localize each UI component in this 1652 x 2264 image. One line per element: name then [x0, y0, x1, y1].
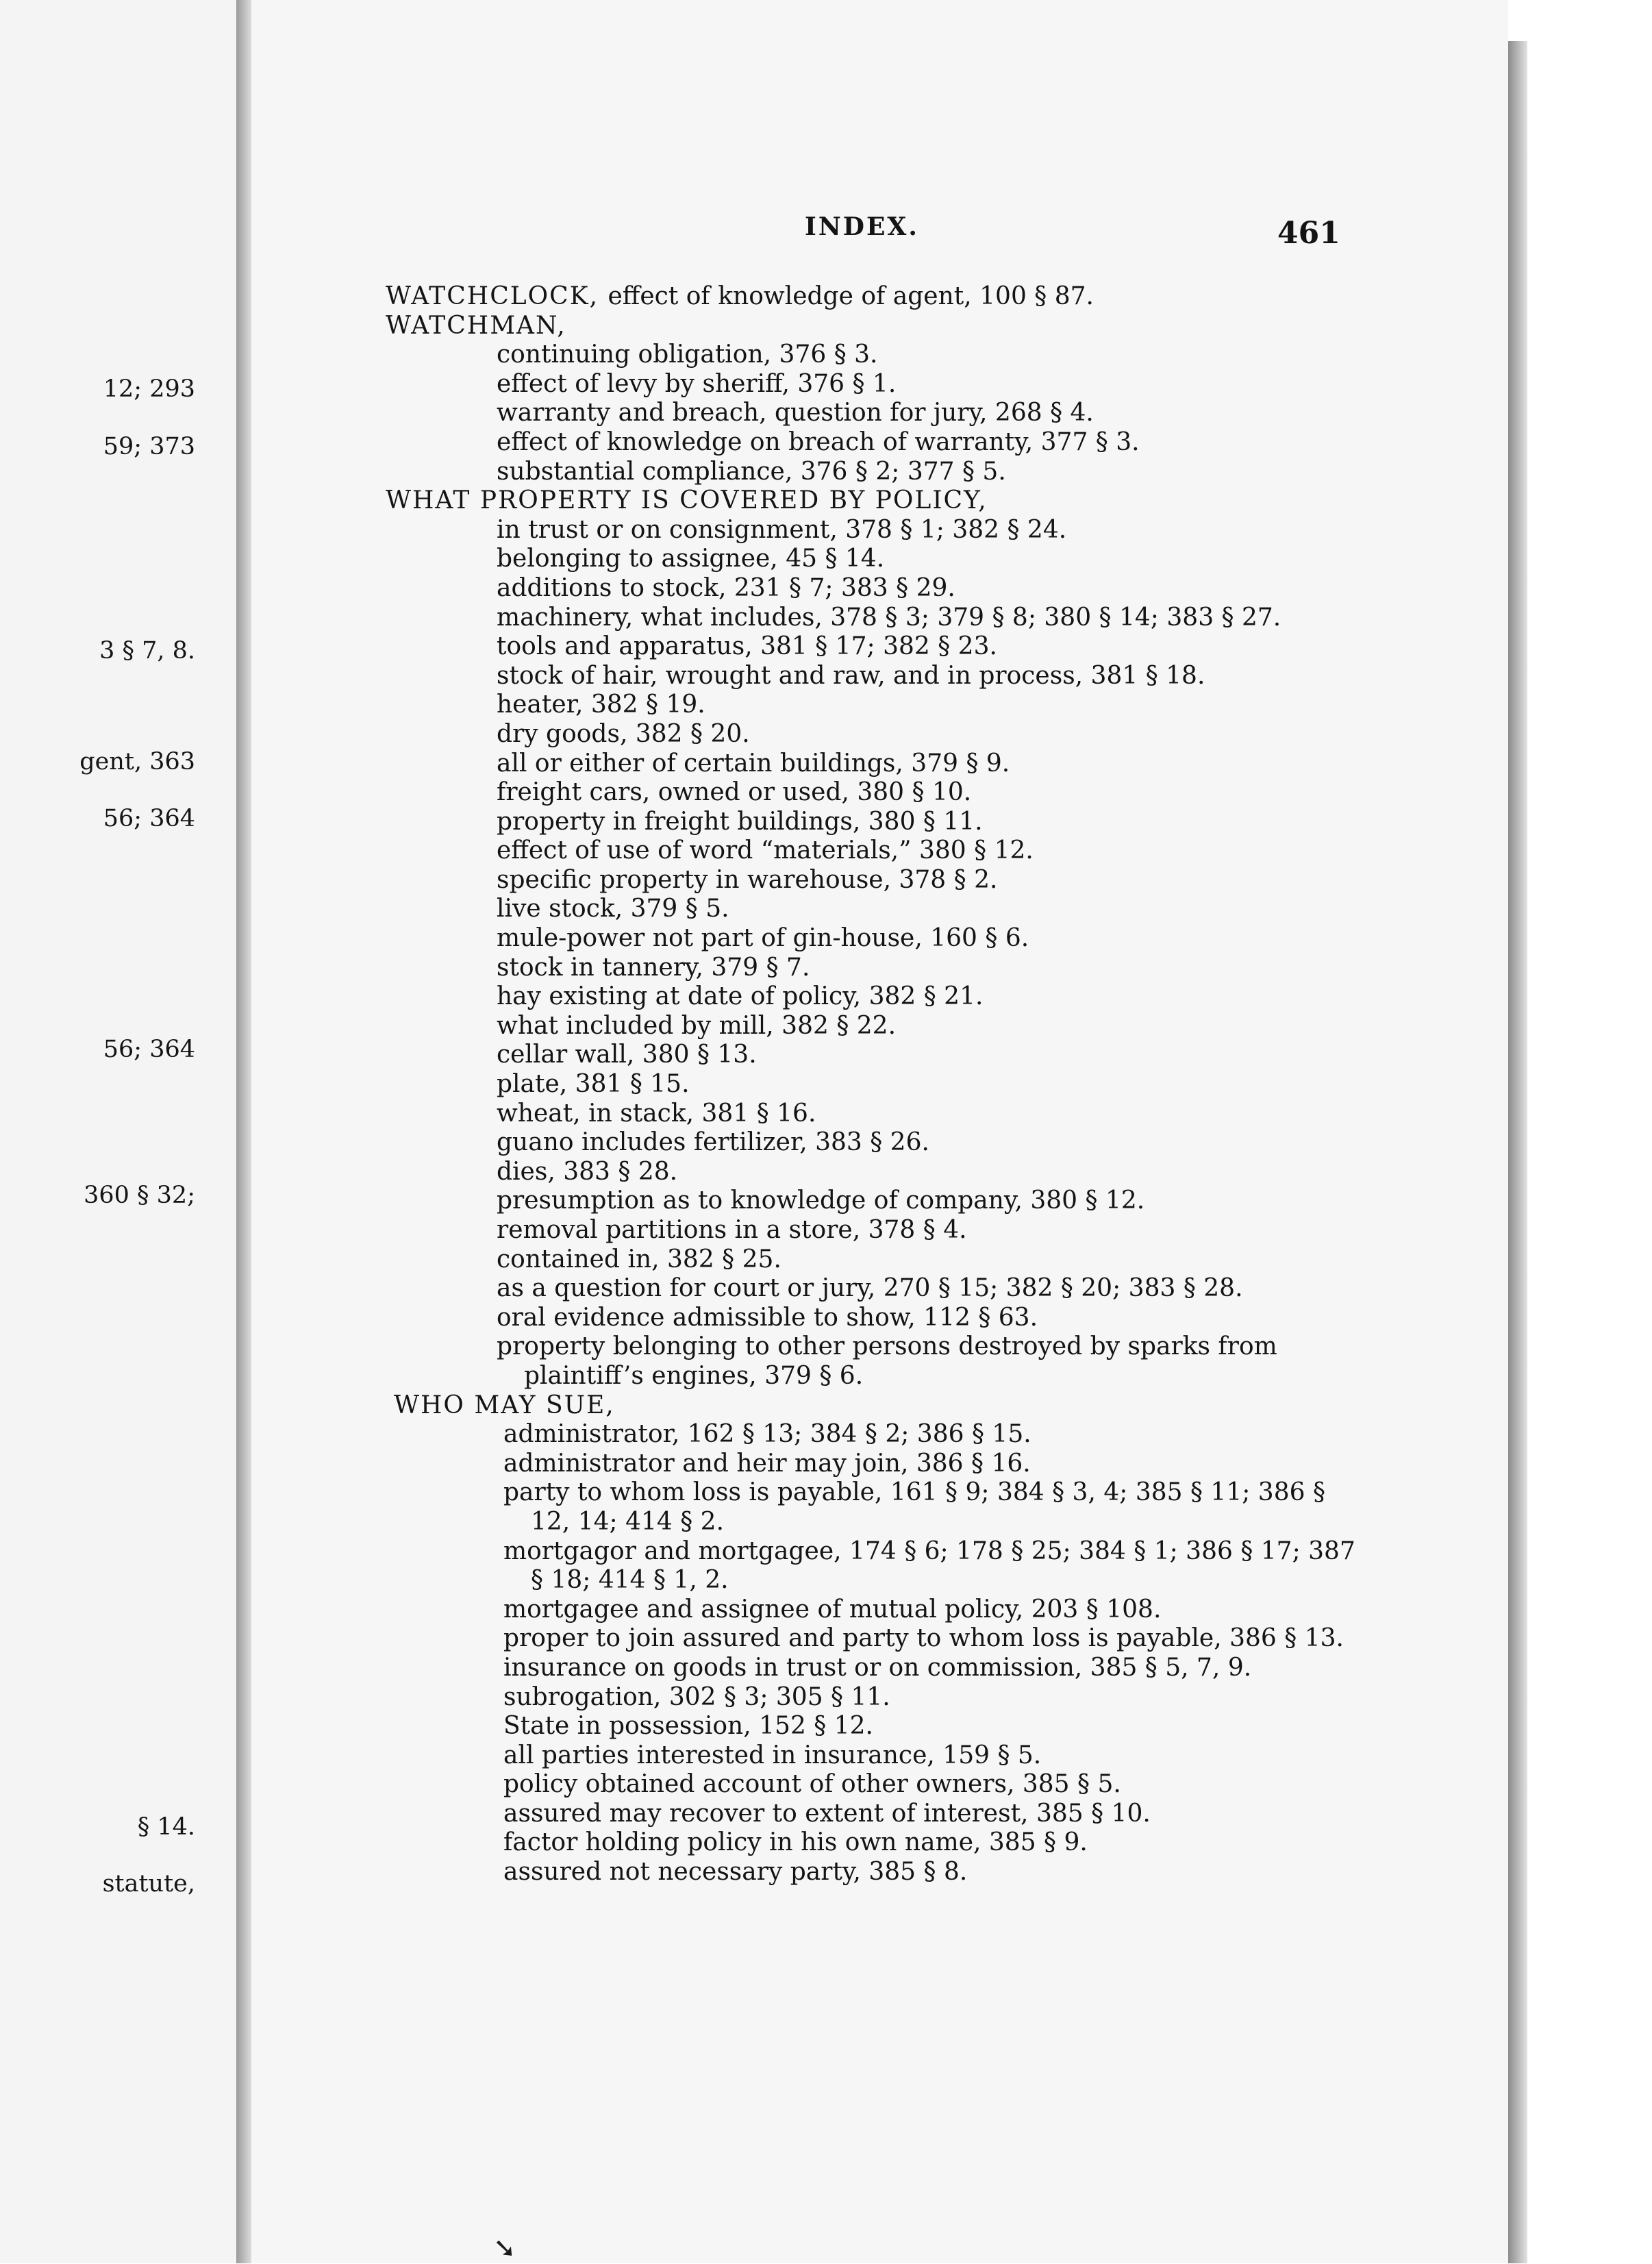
book-gutter — [236, 0, 251, 2263]
index-entry: dry goods, 382 § 20. — [497, 719, 750, 748]
index-entry: property in freight buildings, 380 § 11. — [497, 807, 983, 836]
left-page-margin — [0, 0, 236, 2263]
index-entry: all or either of certain buildings, 379 § 9. — [497, 749, 1010, 778]
left-page-fragment: statute, — [102, 1870, 195, 1898]
index-entry: what included by mill, 382 § 22. — [497, 1011, 897, 1040]
index-entry: wheat, in stack, 381 § 16. — [497, 1099, 816, 1128]
index-entry: assured not necessary party, 385 § 8. — [503, 1858, 968, 1887]
index-entry: specific property in warehouse, 378 § 2. — [497, 865, 998, 894]
page-edge-shadow — [1508, 41, 1527, 2263]
index-entry: factor holding policy in his own name, 385 § 9. — [503, 1828, 1088, 1857]
scan-artifact-mark: ➘ — [493, 2232, 516, 2264]
left-page-fragment: 59; 373 — [103, 433, 195, 460]
index-entry: as a question for court or jury, 270 § 15; 382 § 20; 383 § 28. — [497, 1274, 1243, 1303]
index-entry: substantial compliance, 376 § 2; 377 § 5. — [497, 457, 1006, 486]
left-page-fragment: 3 § 7, 8. — [99, 637, 195, 664]
index-entry: administrator and heir may join, 386 § 16. — [503, 1449, 1031, 1478]
index-entry: contained in, 382 § 25. — [497, 1245, 781, 1273]
index-entry: belonging to assignee, 45 § 14. — [497, 545, 885, 573]
index-entry: assured may recover to extent of interest, 385 § 10. — [503, 1799, 1151, 1828]
index-entry: effect of levy by sheriff, 376 § 1. — [497, 369, 897, 398]
index-entry: all parties interested in insurance, 159 § 5. — [503, 1741, 1042, 1769]
left-page-fragment: 360 § 32; — [84, 1182, 195, 1209]
running-header: INDEX. — [805, 212, 919, 241]
index-entry: mule-power not part of gin-house, 160 § 6. — [497, 924, 1029, 953]
left-page-fragment: 12; 293 — [103, 375, 195, 403]
index-entry: proper to join assured and party to whom loss is payable, 386 § 13. — [503, 1624, 1344, 1653]
index-entry: stock of hair, wrought and raw, and in process, 381 § 18. — [497, 661, 1205, 690]
page-number: 461 — [1277, 216, 1340, 251]
index-entry: hay existing at date of policy, 382 § 21. — [497, 982, 984, 1011]
index-entry: plate, 381 § 15. — [497, 1070, 690, 1099]
heading-term: WATCHCLOCK, — [386, 282, 599, 310]
index-entry: additions to stock, 231 § 7; 383 § 29. — [497, 573, 955, 602]
index-entry: property belonging to other persons destroyed by sparks from plaintiff’s engines, 379 § 6. — [497, 1332, 1277, 1390]
index-entry: removal partitions in a store, 378 § 4. — [497, 1216, 967, 1244]
index-heading-watchclock — [386, 282, 1358, 312]
index-entry: effect of knowledge on breach of warranty, 377 § 3. — [497, 427, 1140, 456]
index-entry: guano includes fertilizer, 383 § 26. — [497, 1128, 929, 1157]
index-entry: effect of use of word “materials,” 380 § 12. — [497, 836, 1034, 865]
index-entry: live stock, 379 § 5. — [497, 895, 729, 923]
left-page-fragment: gent, 363 — [79, 748, 195, 775]
index-heading-what-property: WHAT PROPERTY IS COVERED BY POLICY, — [386, 486, 988, 515]
index-entry: subrogation, 302 § 3; 305 § 11. — [503, 1682, 890, 1711]
index-entry: insurance on goods in trust or on commission, 385 § 5, 7, 9. — [503, 1653, 1252, 1682]
right-page-edge — [1508, 0, 1652, 2263]
left-page-fragment: 56; 364 — [103, 805, 195, 832]
index-entry: cellar wall, 380 § 13. — [497, 1041, 757, 1069]
index-entry: in trust or on consignment, 378 § 1; 382 § 24. — [497, 515, 1067, 544]
index-entry: freight cars, owned or used, 380 § 10. — [497, 778, 972, 807]
index-entry: continuing obligation, 376 § 3. — [497, 340, 878, 369]
left-page-fragment: § 14. — [137, 1813, 195, 1841]
index-entry: machinery, what includes, 378 § 3; 379 § 8; 380 § 14; 383 § 27. — [497, 603, 1281, 632]
index-entry: warranty and breach, question for jury, 268 § 4. — [497, 399, 1094, 427]
index-heading-watchman: WATCHMAN, — [386, 311, 566, 340]
index-entry: State in possession, 152 § 12. — [503, 1712, 873, 1741]
index-entry: presumption as to knowledge of company, 380 § 12. — [497, 1186, 1145, 1215]
index-entry: heater, 382 § 19. — [497, 691, 705, 719]
left-page-fragment: 56; 364 — [103, 1036, 195, 1063]
index-heading-who-may-sue: WHO MAY SUE, — [394, 1391, 615, 1419]
index-entry: mortgagor and mortgagee, 174 § 6; 178 § 25; 384 § 1; 386 § 17; 387 § 18; 414 § 1, 2. — [503, 1537, 1355, 1595]
index-entry: policy obtained account of other owners, 385 § 5. — [503, 1770, 1121, 1799]
index-entry: party to whom loss is payable, 161 § 9; 384 § 3, 4; 385 § 11; 386 § 12, 14; 414 § 2. — [503, 1478, 1325, 1536]
index-entry: administrator, 162 § 13; 384 § 2; 386 § 15. — [503, 1420, 1031, 1449]
index-entry: stock in tannery, 379 § 7. — [497, 953, 810, 982]
index-entry: tools and apparatus, 381 § 17; 382 § 23. — [497, 632, 997, 661]
heading-inline-entry: effect of knowledge of agent, 100 § 87. — [608, 282, 1094, 310]
index-entry: dies, 383 § 28. — [497, 1157, 678, 1186]
index-entry: oral evidence admissible to show, 112 § 63. — [497, 1303, 1038, 1332]
index-entry: mortgagee and assignee of mutual policy, 203 § 108. — [503, 1595, 1162, 1624]
index-entries — [386, 282, 1358, 1887]
